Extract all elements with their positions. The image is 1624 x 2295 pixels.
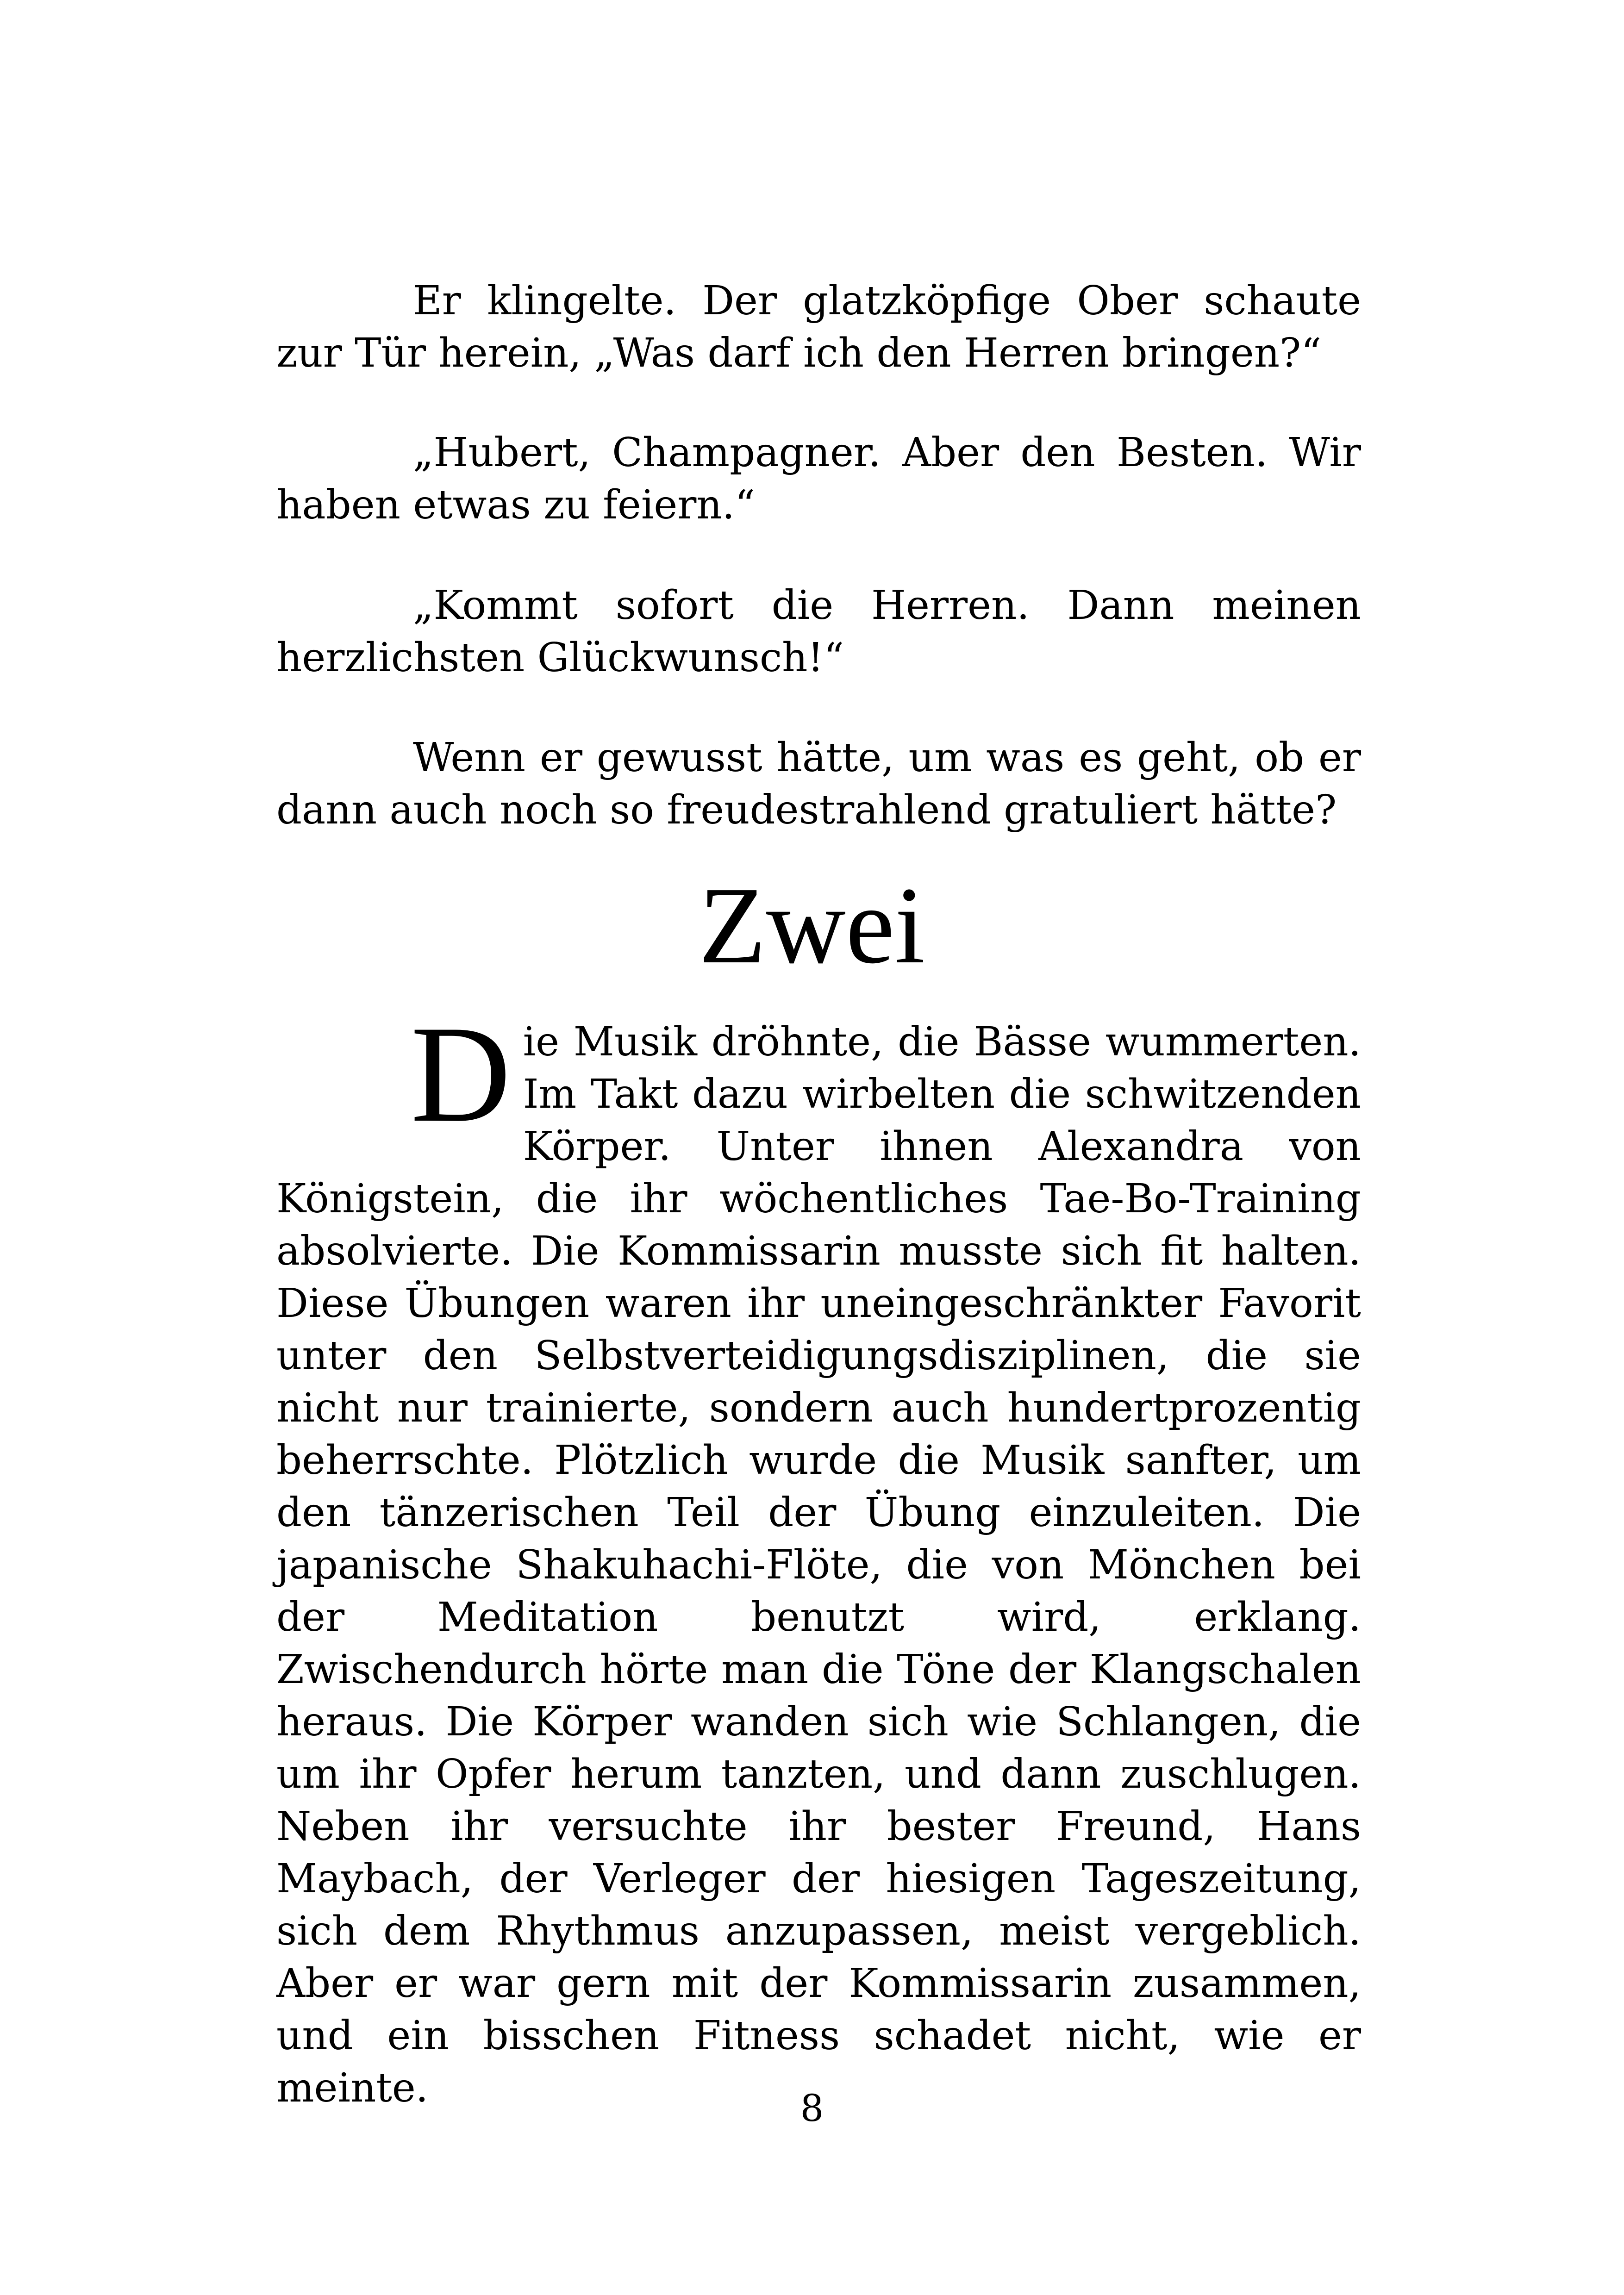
chapter-title: Zwei	[699, 865, 925, 986]
paragraph-3: „Kommt sofort die Herren. Dann meinen herzlichsten Glückwunsch!“	[276, 582, 1361, 681]
paragraph-1: Er klingelte. Der glatzköpfige Ober schaute zur Tür herein, „Was darf ich den Herren bringen?“	[276, 278, 1361, 376]
drop-cap-letter: D	[411, 997, 511, 1151]
page-number: 8	[800, 2087, 824, 2130]
paragraph-4: Wenn er gewusst hätte, um was es geht, ob er dann auch noch so freudestrahlend gratuliert hätte?	[276, 735, 1361, 833]
chapter-body-text: ie Musik dröhnte, die Bässe wummerten. Im Takt dazu wirbelten die schwitzenden Körper. Unter ihnen Alexandra von Königstein, die ihr wöchentliches Tae-Bo-Training absolvierte. Die Kommissarin musste sich fit halten. Diese Übungen waren ihr uneingeschränkter Favorit unter den Selbstverteidigungsdisziplinen, die sie nicht nur trainierte, sondern auch hundertprozentig beherrschte. Plötzlich wurde die Musik sanfter, um den tänzerischen Teil der Übung einzuleiten. Die japanische Shakuhachi-Flöte, die von Mönchen bei der Meditation benutzt wird, erklang. Zwischendurch hörte man die Töne der Klangschalen heraus. Die Körper wanden sich wie Schlangen, die um ihr Opfer herum tanzten, und dann zuschlugen. Neben ihr versuchte ihr bester Freund, Hans Maybach, der Verleger der hiesigen Tageszeitung, sich dem Rhythmus anzupassen, meist vergeblich. Aber er war gern mit der Kommissarin zusammen, und ein bisschen Fitness schadet nicht, wie er meinte.	[276, 1019, 1361, 2111]
chapter-body-paragraph	[276, 997, 1361, 2114]
paragraph-2: „Hubert, Champagner. Aber den Besten. Wir haben etwas zu feiern.“	[276, 430, 1361, 528]
